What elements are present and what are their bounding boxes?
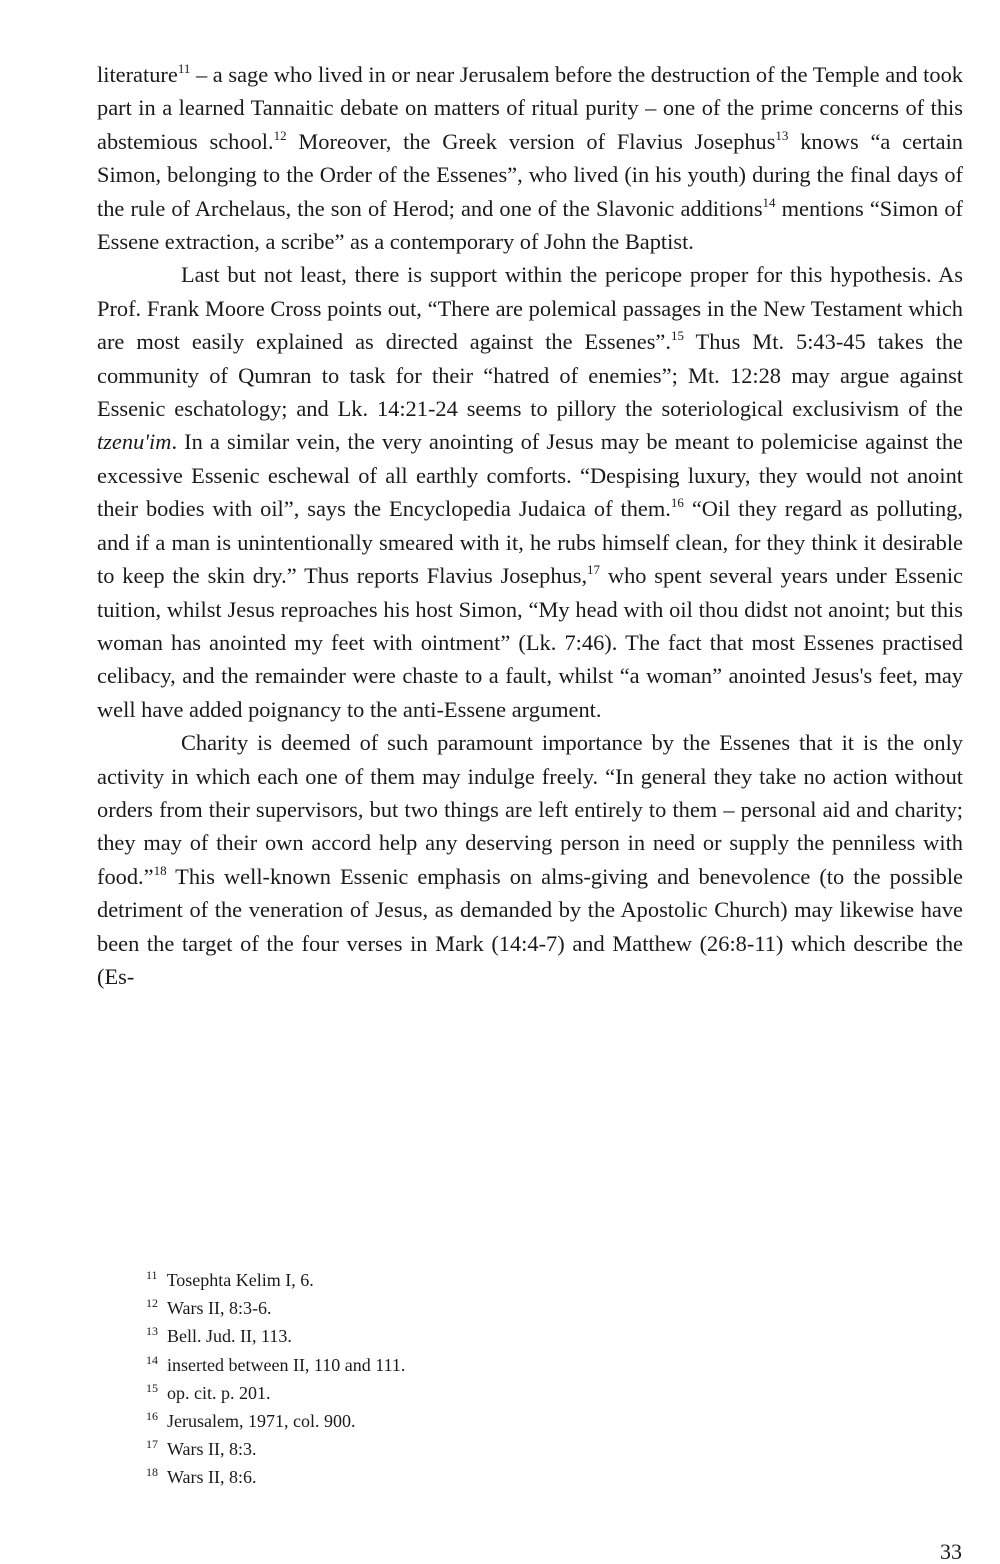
footnote-15 <box>146 1379 906 1407</box>
footnote-11 <box>146 1266 906 1294</box>
footnote-text: Tosephta Kelim I, 6. <box>166 1270 314 1290</box>
italic-term: tzenu'im <box>97 429 172 455</box>
text-run: literature <box>97 62 178 87</box>
text-run: who spent several years under Essenic tuition, whilst Jesus reproaches his host Simon, “My head with oil thou didst not anoint; but this woman has anointed my feet with ointment” (Lk. 7:46). The fact that most Essenes practised celibacy, and the remainder were chaste to a fault, whilst “a woman” anointed Jesus's feet, may well have added poignancy to the anti-Essene argument. <box>97 563 963 722</box>
text-run: . In a similar vein, the very anointing of Jesus may be meant to polemicise against the excessive Essenic eschewal of all earthly comforts. “Despising luxury, they would not anoint their bodies with oil”, says the Encyclopedia Judaica of them. <box>97 429 963 522</box>
footnote-text: Wars II, 8:3. <box>167 1439 257 1460</box>
paragraph-3 <box>97 726 963 993</box>
footnote-ref-12[interactable]: 12 <box>273 127 287 143</box>
footnote-16 <box>146 1407 906 1435</box>
footnote-ref-11[interactable]: 11 <box>177 61 191 76</box>
footnote-text: op. cit. p. 201. <box>167 1382 271 1403</box>
footnote-text: inserted between II, 110 and 111. <box>167 1354 406 1375</box>
footnote-ref-15[interactable]: 15 <box>670 328 684 344</box>
footnote-number: 14 <box>146 1352 158 1367</box>
footnote-text: Bell. Jud. II, 113. <box>167 1326 292 1347</box>
footnote-number: 16 <box>146 1409 158 1424</box>
footnote-ref-17[interactable]: 17 <box>587 562 601 578</box>
text-run: Thus Mt. 5:43-45 takes the community of Qumran to task for their “hatred of enemies”; Mt. 12:28 may argue against Essenic eschatology; and Lk. 14:21-24 seems to pillory the soteriological exclusivism of the <box>97 329 963 422</box>
footnote-12 <box>146 1294 906 1322</box>
footnote-text: Wars II, 8:3-6. <box>167 1298 272 1319</box>
footnote-13 <box>146 1322 906 1350</box>
footnote-ref-13[interactable]: 13 <box>775 127 789 143</box>
text-run: This well-known Essenic emphasis on alms-giving and benevolence (to the possible detriment of the veneration of Jesus, as demanded by the Apostolic Church) may likewise have been the target of the four verses in Mark (14:4-7) and Matthew (26:8-11) which describe the (Es- <box>97 863 963 989</box>
footnote-18 <box>146 1463 906 1491</box>
footnote-ref-14[interactable]: 14 <box>762 194 776 210</box>
text-run: – a sage who lived in or near Jerusalem before the destruction of the Temple and took part in a learned Tannaitic debate on matters of ritual purity – one of the prime concerns of this abstemious school. <box>97 62 963 154</box>
footnote-17 <box>146 1435 906 1463</box>
text-run: Moreover, the Greek version of Flavius Josephus <box>286 128 776 154</box>
page-number: 33 <box>940 1539 962 1564</box>
paragraph-1 <box>97 58 963 258</box>
footnote-number: 12 <box>146 1296 158 1311</box>
text-run: Charity is deemed of such paramount importance by the Essenes that it is the only activity in which each one of them may indulge freely. “In general they take no action without orders from their supervisors, but two things are left entirely to them – personal aid and charity; they may of their own accord help any deserving person in need or supply the penniless with food.” <box>97 730 963 889</box>
footnotes <box>146 1266 906 1492</box>
text-run: Last but not least, there is support within the pericope proper for this hypothesis. As Prof. Frank Moore Cross points out, “There are polemical passages in the New Testament which are most easily explained as directed against the Essenes”. <box>97 262 963 355</box>
footnote-number: 18 <box>146 1465 158 1480</box>
body-text <box>97 58 963 993</box>
paragraph-2 <box>97 258 963 726</box>
text-run: knows “a certain Simon, belonging to the Order of the Essenes”, who lived (in his youth) during the final days of the rule of Archelaus, the son of Herod; and one of the Slavonic additions <box>97 128 964 221</box>
footnote-number: 17 <box>146 1437 158 1452</box>
text-run: mentions “Simon of Essene extraction, a scribe” as a contemporary of John the Baptist. <box>97 195 963 255</box>
footnote-ref-16[interactable]: 16 <box>670 495 684 511</box>
footnote-ref-18[interactable]: 18 <box>153 862 167 878</box>
footnote-number: 11 <box>146 1268 158 1282</box>
footnote-number: 15 <box>146 1380 158 1395</box>
footnote-14 <box>146 1351 906 1379</box>
footnote-number: 13 <box>146 1324 158 1339</box>
text-run: “Oil they regard as polluting, and if a man is unintentionally smeared with it, he rubs himself clean, for they think it desirable to keep the skin dry.” Thus reports Flavius Josephus, <box>97 496 963 589</box>
footnote-text: Wars II, 8:6. <box>167 1467 257 1488</box>
footnote-text: Jerusalem, 1971, col. 900. <box>167 1411 356 1432</box>
